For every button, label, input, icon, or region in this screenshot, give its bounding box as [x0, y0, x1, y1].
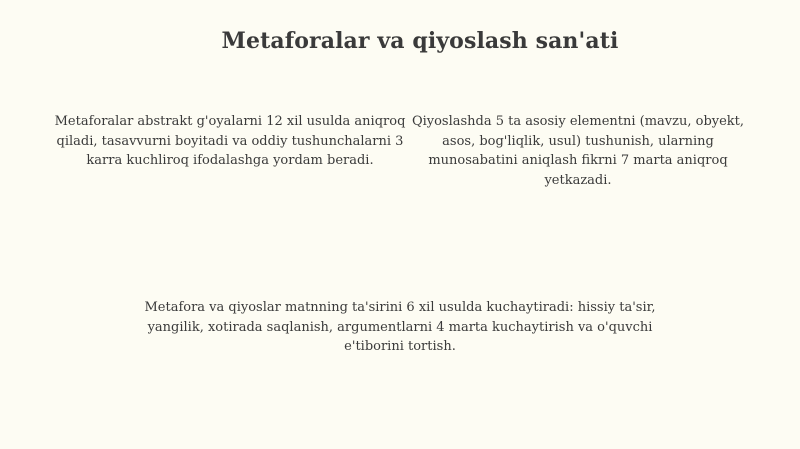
right-paragraph: Qiyoslashda 5 ta asosiy elementni (mavzu, obyekt, asos, bog'liqlik, usul) tushunish, ularning munosabatini aniqlash fikrni 7 marta aniqroq yetkazadi. — [411, 114, 745, 188]
left-paragraph: Metaforalar abstrakt g'oyalarni 12 xil usulda aniqroq qiladi, tasavvurni boyitadi va oddiy tushunchalarni 3 karra kuchliroq ifodalashga yordam beradi. — [54, 114, 406, 168]
slide-title: Metaforalar va qiyoslash san'ati — [221, 28, 619, 54]
bottom-paragraph: Metafora va qiyoslar matnning ta'sirini 6 xil usulda kuchaytiradi: hissiy ta'sir, yangilik, xotirada saqlanish, argumentlarni 4 marta kuchaytirish va o'quvchi e'tiborini tortish. — [144, 300, 656, 354]
